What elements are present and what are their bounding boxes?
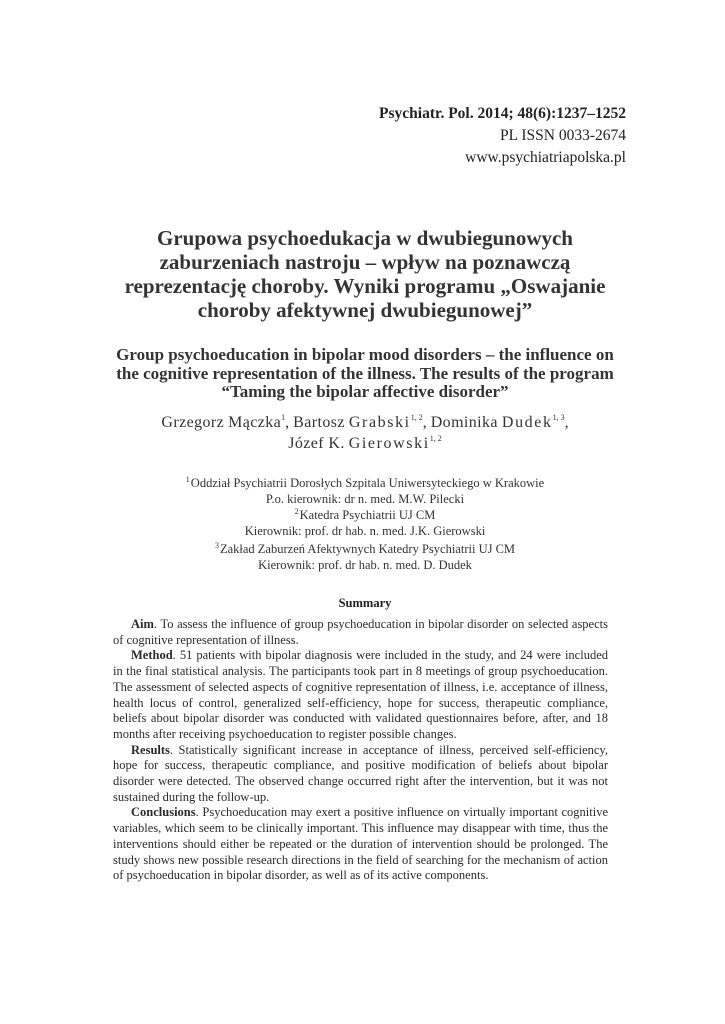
affiliation-name-line [120, 541, 610, 557]
summary-results-text: . Statistically significant increase in acceptance of illness, perceived self-efficiency, hope for success, therapeutic compliance, and positive modification of beliefs about bipolar disorder were detected. The observed change occurred right after the intervention, but it was not sustained during the follow-up. [113, 742, 608, 804]
author-last-name: Grabski [348, 414, 411, 431]
summary-results-label: Results [131, 742, 170, 757]
summary-body [113, 617, 608, 884]
affiliation-marker: 2 [294, 507, 299, 516]
author-line [120, 433, 610, 454]
author-separator: , [564, 414, 569, 431]
affiliation-name: Oddział Psychiatrii Dorosłych Szpitala Uniwersyteckiego w Krakowie [190, 476, 545, 490]
author-list [120, 412, 610, 454]
affiliation-head: Kierownik: prof. dr hab. n. med. D. Dudek [258, 558, 472, 572]
affiliation [120, 475, 610, 507]
summary-conclusions-label: Conclusions [131, 805, 196, 820]
author-affiliation-marker: 1, 2 [429, 434, 442, 443]
affiliation-name: Zakład Zaburzeń Afektywnych Katedry Psychiatrii UJ CM [219, 542, 516, 556]
title-polish-line: zaburzeniach nastroju – wpływ na poznawczą [159, 250, 571, 274]
summary-results [113, 743, 608, 806]
journal-website: www.psychiatriapolska.pl [465, 149, 626, 166]
author-last-name: Mączka [228, 414, 282, 431]
author-last-name: Dudek [501, 414, 553, 431]
summary-heading: Summary [338, 596, 392, 610]
summary-method [113, 648, 608, 742]
summary-conclusions [113, 805, 608, 884]
journal-reference: Psychiatr. Pol. 2014; 48(6):1237–1252 [379, 105, 626, 122]
summary-method-text: . 51 patients with bipolar diagnosis were included in the study, and 24 were included in the final statistical analysis. The participants took part in 8 meetings of group psychoeducation. The assessment of selected aspects of cognitive representation of illness, i.e. acceptance of illness, health locus of control, generalized self-efficiency, hope for success, therapeutic compliance, beliefs about bipolar disorder was conducted with validated questionnaires before, after, and 18 months after receiving psychoeducation to register possible changes. [113, 648, 608, 741]
author-separator: , [285, 414, 294, 431]
author-affiliation-marker: 1 [281, 413, 286, 422]
summary-conclusions-text: . Psychoeducation may exert a positive influence on virtually important cognitive variables, which seem to be clinically important. This influence may disappear with time, thus the interventions should either be repeated or the duration of intervention should be prolonged. The study shows new possible research directions in the field of searching for the mechanism of action of psychoeducation in bipolar disorder, as well as of its active components. [113, 805, 608, 883]
author-line [120, 412, 610, 433]
affiliation [120, 541, 610, 573]
affiliation-marker: 3 [214, 541, 219, 550]
title-english-line: the cognitive representation of the illness. The results of the program [116, 363, 614, 383]
summary-method-label: Method [131, 648, 173, 663]
title-english-line: Group psychoeducation in bipolar mood disorders – the influence on [116, 345, 614, 364]
affiliation [120, 507, 610, 539]
summary-aim [113, 617, 608, 648]
author-affiliation-marker: 1, 3 [552, 413, 565, 422]
summary-aim-text: . To assess the influence of group psychoeducation in bipolar disorder on selected aspects of cognitive representation of illness. [113, 617, 608, 647]
affiliation-name-line [120, 507, 610, 523]
title-english [90, 346, 640, 402]
affiliation-marker: 1 [185, 475, 190, 484]
author-first-name: Dominika [430, 414, 498, 431]
affiliation-head: Kierownik: prof. dr hab. n. med. J.K. Gierowski [244, 524, 486, 538]
author-first-name: Bartosz [293, 414, 345, 431]
title-polish [110, 226, 620, 322]
affiliation-name-line [120, 475, 610, 491]
author-last-name: Gierowski [348, 435, 430, 452]
summary-aim-label: Aim [131, 617, 154, 631]
journal-header [379, 103, 626, 169]
author-affiliation-marker: 1, 2 [410, 413, 423, 422]
title-polish-line: reprezentację choroby. Wyniki programu „Oswajanie [124, 274, 606, 298]
issn: PL ISSN 0033-2674 [499, 127, 626, 144]
title-polish-line: Grupowa psychoedukacja w dwubiegunowych [156, 226, 573, 250]
author-first-name: Grzegorz [161, 414, 225, 431]
affiliation-head: P.o. kierownik: dr n. med. M.W. Pilecki [265, 492, 465, 506]
author-separator: , [422, 414, 431, 431]
affiliation-name: Katedra Psychiatrii UJ CM [299, 508, 436, 522]
author-first-name: Józef K. [288, 435, 345, 452]
title-english-line: “Taming the bipolar affective disorder” [221, 382, 509, 401]
title-polish-line: choroby afektywnej dwubiegunowej” [197, 298, 533, 322]
